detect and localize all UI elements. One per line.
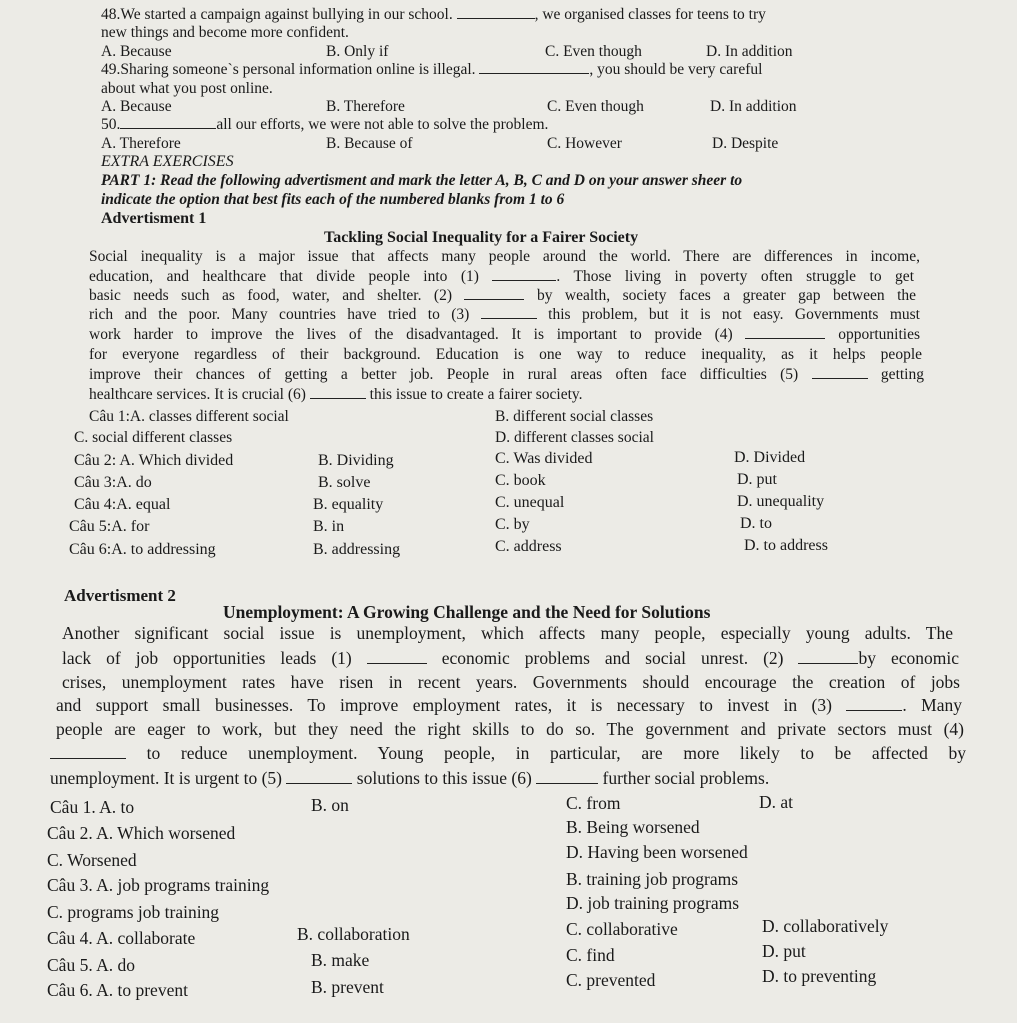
ad2-q4-option-c: C. collaborative — [566, 919, 678, 939]
q50-option-d: D. Despite — [712, 135, 779, 152]
ad2-q2-option-d: D. Having been worsened — [566, 842, 748, 862]
ad2-q6-option-b: B. prevent — [311, 977, 384, 997]
ad1-q3-option-a: Câu 3:A. do — [74, 474, 152, 491]
part1-instruction-line1: PART 1: Read the following advertisment and mark the letter A, B, C and D on your answer sheer to — [101, 172, 743, 189]
ad2-line-1 — [62, 623, 953, 644]
ad2-text: lack of job opportunities leads (1) — [62, 648, 367, 668]
q49-option-a: A. Because — [101, 98, 172, 115]
ad1-text: improve their chances of getting a better job. People in rural areas often face difficulties (5) — [89, 366, 812, 383]
ad1-q6-option-c: C. address — [495, 538, 562, 555]
ad1-line-5 — [89, 326, 920, 344]
question-48-line1 — [101, 6, 766, 24]
ad1-text: healthcare services. It is crucial (6) — [89, 386, 310, 403]
ad1-q2-option-b: B. Dividing — [318, 452, 394, 469]
ad1-blank-6 — [310, 397, 366, 399]
ad2-q4-option-b: B. collaboration — [297, 924, 410, 944]
ad1-q2-option-d: D. Divided — [734, 449, 806, 466]
ad2-line-3 — [62, 672, 960, 693]
q48-option-d: D. In addition — [706, 43, 793, 60]
q49-text-a: 49.Sharing someone`s personal information online is illegal. — [101, 61, 480, 78]
ad1-blank-2 — [464, 298, 524, 300]
ad1-q6-option-a: Câu 6:A. to addressing — [69, 541, 216, 558]
q49-option-c: C. Even though — [547, 98, 644, 115]
q50-text-b: all our efforts, we were not able to solve the problem. — [216, 116, 549, 133]
ad2-q1-option-c: C. from — [566, 793, 621, 813]
ad2-label: Advertisment 2 — [64, 586, 176, 605]
ad2-q3-option-d: D. job training programs — [566, 893, 740, 913]
ad2-q2-option-a: Câu 2. A. Which worsened — [47, 823, 236, 843]
ad2-text: crises, unemployment rates have risen in recent years. Governments should encourage the creation of jobs — [62, 672, 960, 692]
question-49-line1 — [101, 61, 762, 79]
ad1-q5-option-d: D. to — [740, 515, 772, 532]
ad2-text: Another significant social issue is unemployment, which affects many people, especially young adults. The — [62, 623, 953, 643]
q48-option-c: C. Even though — [545, 43, 642, 60]
ad1-text: education, and healthcare that divide people into (1) — [89, 268, 493, 285]
ad2-text: solutions to this issue (6) — [352, 768, 537, 788]
ad1-q4-option-d: D. unequality — [737, 493, 825, 510]
ad2-text: people are eager to work, but they need the right skills to do so. The government and private sectors must (4) — [56, 719, 964, 739]
ad2-line-7 — [50, 768, 769, 789]
ad1-line-3 — [89, 287, 916, 305]
q48-text-a: 48.We started a campaign against bullying in our school. — [101, 6, 457, 23]
ad2-line-2 — [62, 648, 959, 669]
ad1-label: Advertisment 1 — [101, 210, 207, 227]
ad2-q6-option-d: D. to preventing — [762, 966, 877, 986]
ad1-q5-option-a: Câu 5:A. for — [69, 518, 150, 535]
ad2-line-6 — [50, 743, 966, 764]
ad2-q5-option-b: B. make — [311, 950, 370, 970]
ad2-blank-6 — [536, 782, 598, 784]
ad1-text: by wealth, society faces a greater gap between the — [524, 287, 916, 304]
ad2-blank-5 — [286, 782, 352, 784]
ad1-line-8 — [89, 386, 583, 404]
ad1-q4-option-a: Câu 4:A. equal — [74, 496, 171, 513]
ad1-blank-4 — [745, 337, 825, 339]
question-50-line1 — [101, 116, 548, 134]
ad1-title: Tackling Social Inequality for a Fairer Society — [324, 229, 639, 246]
ad2-blank-4 — [50, 757, 126, 759]
ad1-line-7 — [89, 366, 924, 384]
ad1-blank-3 — [481, 317, 537, 319]
ad2-q5-option-c: C. find — [566, 945, 615, 965]
ad1-blank-1 — [492, 279, 556, 281]
ad2-q3-option-b: B. training job programs — [566, 869, 739, 889]
ad1-line-1 — [89, 248, 920, 266]
ad2-q6-option-c: C. prevented — [566, 970, 656, 990]
ad2-text: by economic — [858, 648, 960, 668]
q49-option-d: D. In addition — [710, 98, 797, 115]
q50-option-c: C. However — [547, 135, 622, 152]
ad1-text: this issue to create a fairer society. — [365, 386, 583, 403]
ad1-q6-option-d: D. to address — [744, 537, 828, 554]
ad2-q1-option-d: D. at — [759, 792, 794, 812]
ad2-q5-option-d: D. put — [762, 941, 806, 961]
q48-option-a: A. Because — [101, 43, 172, 60]
q50-option-a: A. Therefore — [101, 135, 181, 152]
ad1-q3-option-d: D. put — [737, 471, 777, 488]
ad2-line-5 — [56, 719, 964, 740]
ad1-text: Social inequality is a major issue that affects many people around the world. There are differences in income, — [89, 248, 920, 265]
question-48-line2: new things and become more confident. — [101, 24, 349, 41]
ad1-text: basic needs such as food, water, and shelter. (2) — [89, 287, 465, 304]
ad2-q5-option-a: Câu 5. A. do — [47, 955, 135, 975]
q49-text-b: , you should be very careful — [589, 61, 763, 78]
ad2-q1-option-a: Câu 1. A. to — [50, 797, 135, 817]
ad1-line-6 — [89, 346, 922, 364]
question-49-line2: about what you post online. — [101, 80, 273, 97]
ad1-text: opportunities — [825, 326, 920, 343]
ad2-text: unemployment. It is urgent to (5) — [50, 768, 287, 788]
ad1-q3-option-b: B. solve — [318, 474, 371, 491]
ad1-line-2 — [89, 268, 914, 286]
ad1-q5-option-b: B. in — [313, 518, 345, 535]
q48-option-b: B. Only if — [326, 43, 389, 60]
ad2-text: and support small businesses. To improve employment rates, it is necessary to invest in (3) — [56, 695, 847, 715]
ad1-q6-option-b: B. addressing — [313, 541, 401, 558]
ad1-q3-option-c: C. book — [495, 472, 546, 489]
q48-text-b: , we organised classes for teens to try — [534, 6, 766, 23]
ad2-text: further social problems. — [598, 768, 770, 788]
ad2-q3-option-c: C. programs job training — [47, 902, 220, 922]
ad2-q2-option-b: B. Being worsened — [566, 817, 700, 837]
q49-option-b: B. Therefore — [326, 98, 405, 115]
extra-exercises-title: EXTRA EXERCISES — [101, 153, 234, 170]
ad2-text: economic problems and social unrest. (2) — [426, 648, 799, 668]
ad2-blank-3 — [846, 709, 902, 711]
ad2-q1-option-b: B. on — [311, 795, 349, 815]
ad1-q2-option-a: Câu 2: A. Which divided — [74, 452, 234, 469]
q49-blank — [479, 72, 589, 74]
ad1-text: getting — [867, 366, 924, 383]
ad1-text: this problem, but it is not easy. Governments must — [536, 306, 920, 323]
ad2-blank-1 — [367, 662, 427, 664]
ad1-text: for everyone regardless of their background. Education is one way to reduce inequality, as it helps people — [89, 346, 922, 363]
ad2-q3-option-a: Câu 3. A. job programs training — [47, 875, 270, 895]
ad1-blank-5 — [812, 377, 868, 379]
q50-text-a: 50. — [101, 116, 121, 133]
ad1-q4-option-b: B. equality — [313, 496, 384, 513]
q50-blank — [120, 127, 216, 129]
ad1-q1-option-b: B. different social classes — [495, 408, 654, 425]
ad2-blank-2 — [798, 662, 858, 664]
ad2-q2-option-c: C. Worsened — [47, 850, 137, 870]
ad2-text: to reduce unemployment. Young people, in particular, are more likely to be affected by — [126, 743, 966, 763]
ad2-text: . Many — [902, 695, 963, 715]
q50-option-b: B. Because of — [326, 135, 413, 152]
ad2-title: Unemployment: A Growing Challenge and the Need for Solutions — [223, 602, 711, 622]
ad2-line-4 — [56, 695, 962, 716]
ad1-q1-option-c: C. social different classes — [74, 429, 233, 446]
ad1-text: rich and the poor. Many countries have tried to (3) — [89, 306, 481, 323]
ad1-q4-option-c: C. unequal — [495, 494, 565, 511]
q48-blank — [457, 17, 535, 19]
ad1-line-4 — [89, 306, 920, 324]
ad1-text: . Those living in poverty often struggle to get — [556, 268, 914, 285]
ad2-q4-option-a: Câu 4. A. collaborate — [47, 928, 196, 948]
ad1-text: work harder to improve the lives of the disadvantaged. It is important to provide (4) — [89, 326, 746, 343]
ad1-q5-option-c: C. by — [495, 516, 530, 533]
ad1-q2-option-c: C. Was divided — [495, 450, 593, 467]
ad1-q1-option-a: Câu 1:A. classes different social — [89, 408, 289, 425]
ad2-q4-option-d: D. collaboratively — [762, 916, 889, 936]
part1-instruction-line2: indicate the option that best fits each of the numbered blanks from 1 to 6 — [101, 191, 565, 208]
ad1-q1-option-d: D. different classes social — [495, 429, 654, 446]
ad2-q6-option-a: Câu 6. A. to prevent — [47, 980, 188, 1000]
